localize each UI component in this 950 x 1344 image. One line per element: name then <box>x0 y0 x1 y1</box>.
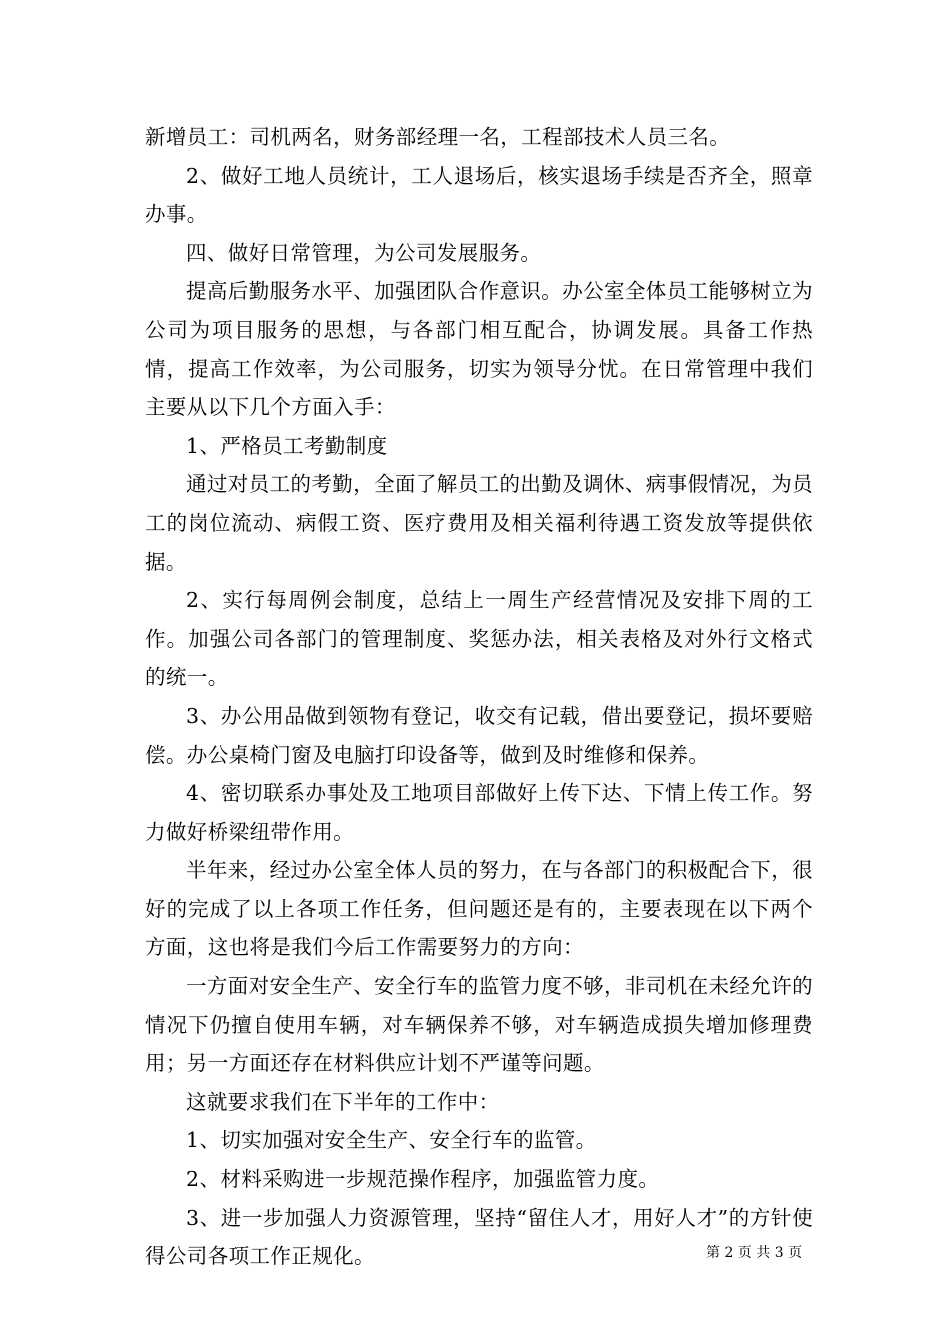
list-item-safety: 1、切实加强对安全生产、安全行车的监管。 <box>186 1128 597 1153</box>
paragraph-11: 一方面对安全生产、安全行车的监管力度不够，非司机在未经允许的情况下仍擅自使用车辆，对车辆保养不够，对车辆造成损失增加修理费用；另一方面还存在材料供应计划不严谨等问题。 <box>145 974 813 1076</box>
list-item-office-supplies: 3、办公用品做到领物有登记，收交有记载，借出要登记，损坏要赔偿。办公桌椅门窗及电脑打印设备等，做到及时维修和保养。 <box>145 703 813 767</box>
paragraph-12: 这就要求我们在下半年的工作中： <box>186 1089 500 1114</box>
list-item-procurement: 2、材料采购进一步规范操作程序，加强监管力度。 <box>186 1167 660 1192</box>
document-body <box>145 118 813 1276</box>
page-number-footer: 第 2 页 共 3 页 <box>706 1245 803 1261</box>
list-item-weekly-meeting: 2、实行每周例会制度，总结上一周生产经营情况及安排下周的工作。加强公司各部门的管理制度、奖惩办法，相关表格及对外行文格式的统一。 <box>145 588 813 690</box>
paragraph-1: 新增员工：司机两名，财务部经理一名，工程部技术人员三名。 <box>145 125 731 149</box>
paragraph-10: 半年来，经过办公室全体人员的努力，在与各部门的积极配合下，很好的完成了以上各项工作任务，但问题还是有的，主要表现在以下两个方面，这也将是我们今后工作需要努力的方向： <box>145 858 813 960</box>
paragraph-6: 通过对员工的考勤，全面了解员工的出勤及调休、病事假情况，为员工的岗位流动、病假工资、医疗费用及相关福利待遇工资发放等提供依据。 <box>145 472 813 574</box>
paragraph-2: 2、做好工地人员统计，工人退场后，核实退场手续是否齐全，照章办事。 <box>145 163 813 227</box>
paragraph-4: 提高后勤服务水平、加强团队合作意识。办公室全体员工能够树立为公司为项目服务的思想，与各部门相互配合，协调发展。具备工作热情，提高工作效率，为公司服务，切实为领导分忧。在日常管理中我们主要从以下几个方面入手： <box>145 279 813 420</box>
list-item-liaison: 4、密切联系办事处及工地项目部做好上传下达、下情上传工作。努力做好桥梁纽带作用。 <box>145 781 813 844</box>
list-item-hr: 3、进一步加强人力资源管理，坚持“留住人才，用好人才”的方针使得公司各项工作正规化。 <box>145 1205 813 1269</box>
section-heading-4: 四、做好日常管理，为公司发展服务。 <box>186 240 542 265</box>
list-item-attendance: 1、严格员工考勤制度 <box>186 433 388 458</box>
